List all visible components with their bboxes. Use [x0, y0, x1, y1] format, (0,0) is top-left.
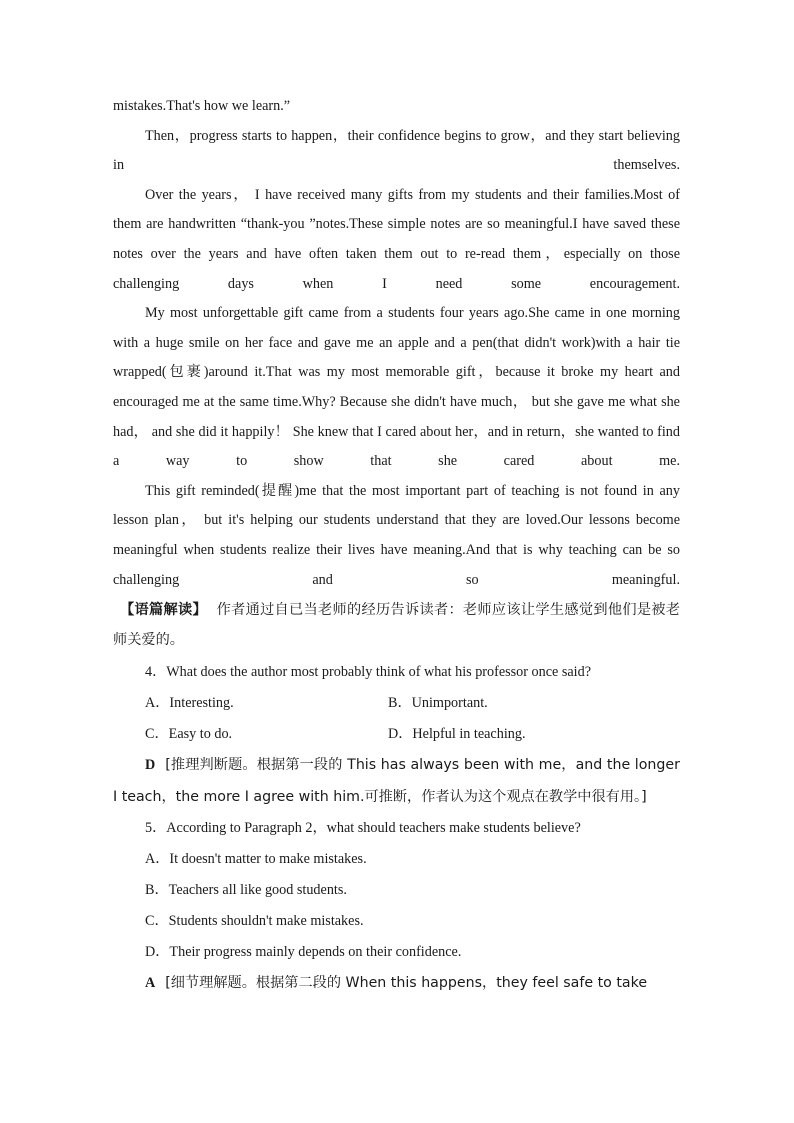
question-4-options-row-2	[113, 719, 680, 750]
analysis-label: 【语篇解读】	[120, 602, 207, 619]
question-5-answer	[113, 968, 680, 1000]
passage-paragraph-3: My most unforgettable gift came from a students four years ago.She came in one morning with a huge smile on her face and gave me an apple and a pen(that didn't work)with a hair tie wrapped(包裹)around it.That was my most memorable gift，because it broke my heart and encouraged me at the same time.Why? Because she didn't have much， but she gave me what she had， and she did it happily！ She knew that I cared about her，and in return，she wanted to find a way to show that she cared about me.	[113, 305, 680, 470]
question-5-stem: 5．According to Paragraph 2，what should teachers make students believe?	[145, 820, 581, 837]
discourse-analysis	[113, 596, 680, 655]
question-4-option-a: A．Interesting.	[145, 695, 234, 712]
question-5-explanation: [细节理解题。根据第二段的 When this happens，they feel safe to take	[165, 975, 648, 992]
question-4-option-c: C．Easy to do.	[145, 726, 233, 743]
question-4-answer-letter: D	[145, 757, 156, 774]
question-4-answer	[113, 750, 680, 813]
passage-paragraph-4: This gift reminded(提醒)me that the most important part of teaching is not found in any lesson plan， but it's helping our students understand that they are loved.Our lessons become meaningful when students realize their lives have meaning.And that is why teaching can be so challenging and so meaningful.	[113, 482, 680, 588]
question-4-option-d: D．Helpful in teaching.	[388, 726, 526, 743]
question-4-option-b: B．Unimportant.	[388, 695, 488, 712]
question-5-option-b: B．Teachers all like good students.	[145, 882, 347, 899]
document-page	[113, 92, 680, 1000]
question-5-answer-letter: A	[145, 975, 156, 992]
passage-paragraph-1: Then，progress starts to happen，their confidence begins to grow，and they start believing in themselves.	[113, 127, 680, 174]
analysis-text: 作者通过自已当老师的经历告诉读者：老师应该让学生感觉到他们是被老师关爱的。	[113, 602, 680, 648]
question-4-options-row-1	[113, 688, 680, 719]
question-5-option-a: A．It doesn't matter to make mistakes.	[145, 851, 367, 868]
question-4-stem: 4．What does the author most probably think of what his professor once said?	[145, 664, 592, 681]
question-5-option-c: C．Students shouldn't make mistakes.	[145, 913, 364, 930]
passage-paragraph-0: mistakes.That's how we learn.”	[113, 98, 291, 114]
question-5-option-d: D．Their progress mainly depends on their confidence.	[145, 944, 462, 961]
question-4-explanation: [推理判断题。根据第一段的 This has always been with me，and the longer I teach，the more I agree with him.可推断，作者认为这个观点在教学中很有用。]	[113, 757, 680, 805]
passage-paragraph-2: Over the years， I have received many gifts from my students and their families.Most of them are handwritten “thank-you ”notes.These simple notes are so meaningful.I have saved these notes over the years and have often taken them out to re-read them，especially on those challenging days when I need some encouragement.	[113, 186, 680, 292]
